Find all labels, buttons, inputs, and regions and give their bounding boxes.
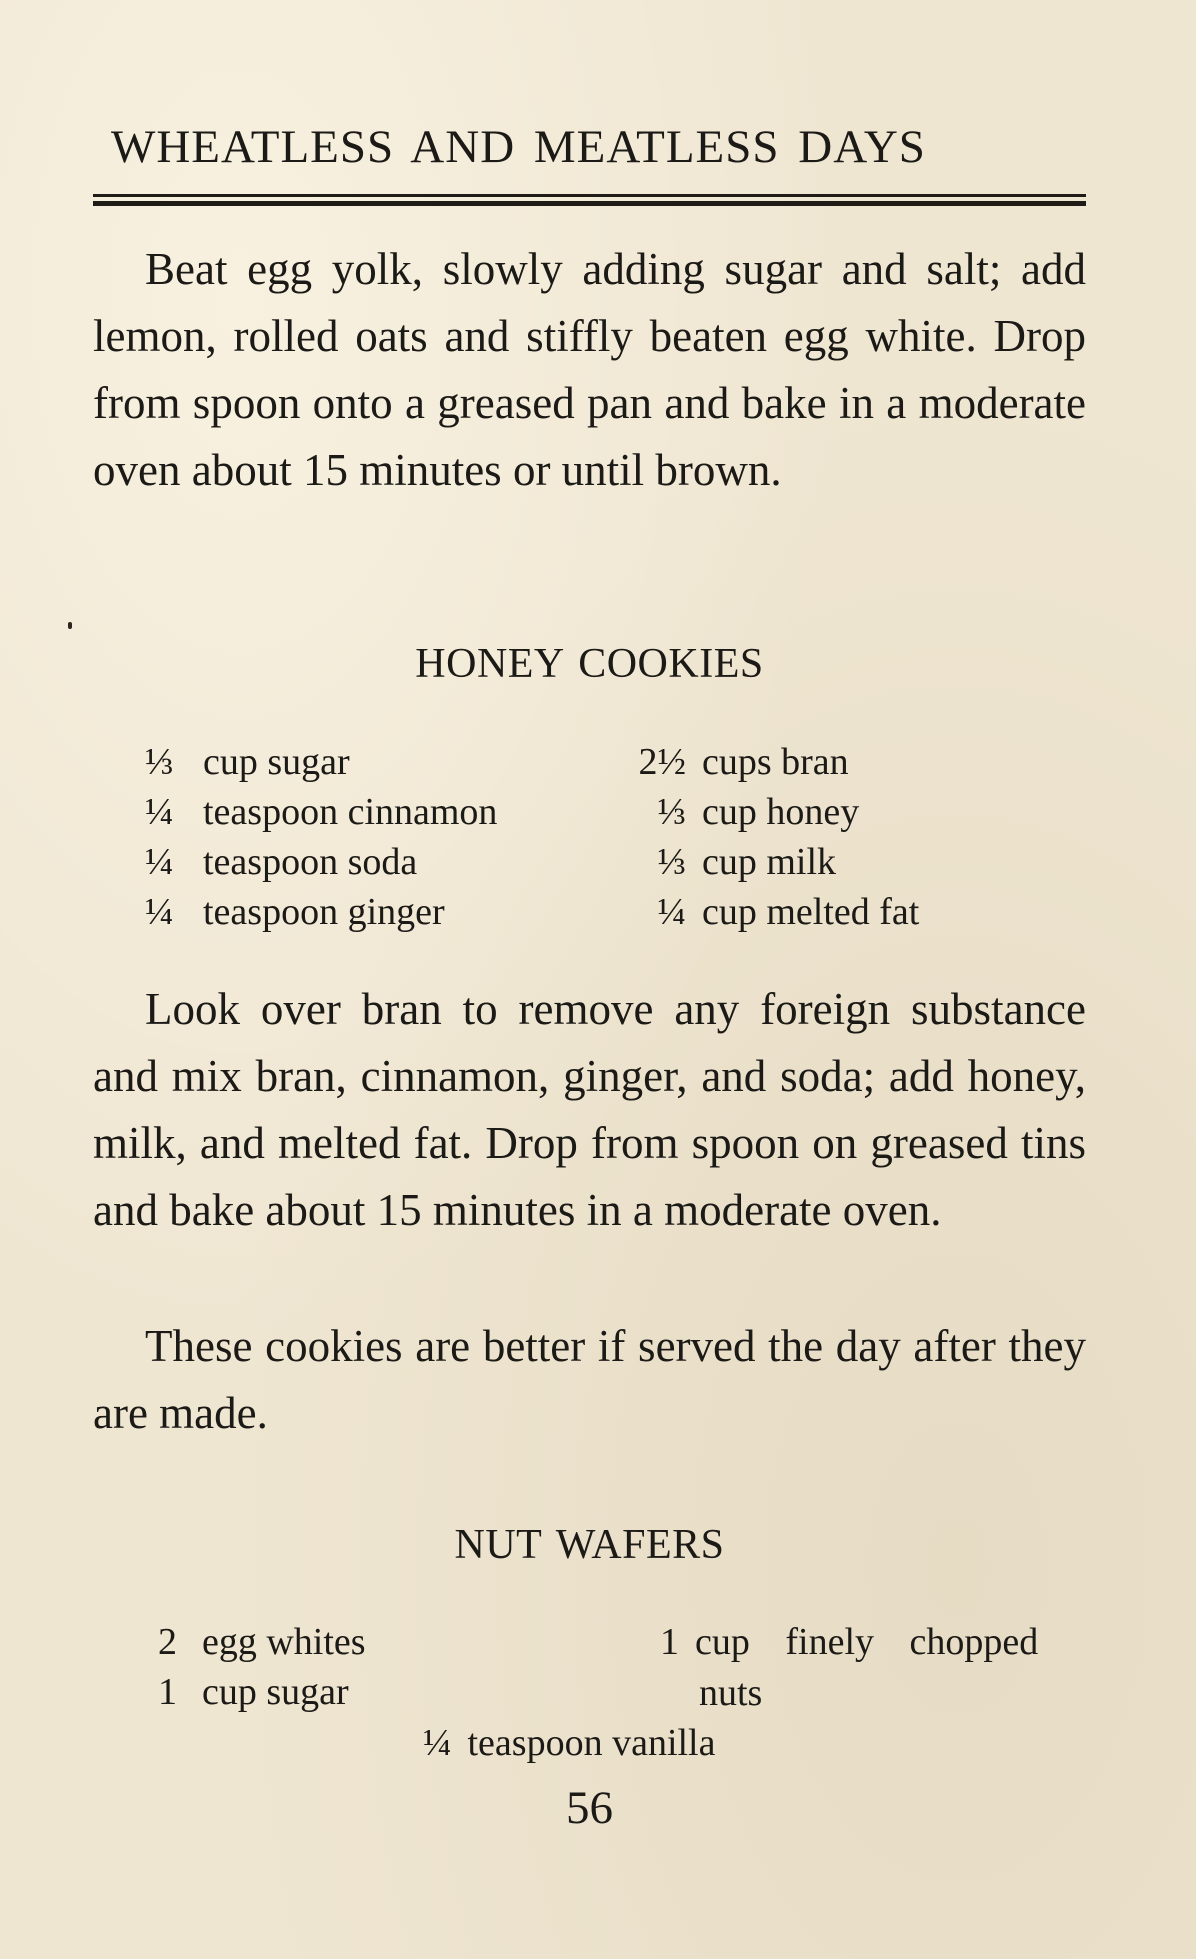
ingredient-row: [145, 737, 497, 787]
header-rule-thin: [93, 194, 1086, 197]
honey-cookies-ingredients-left: [145, 737, 497, 937]
nut-wafers-ingredient-nuts: [660, 1617, 1038, 1667]
ingredient-row: [628, 837, 919, 887]
ingredient-item: cup sugar: [203, 741, 350, 783]
ingredient-qty: ⅓: [657, 791, 686, 833]
page-number: 56: [566, 1782, 613, 1834]
ingredient-qty: ¼: [145, 841, 174, 883]
ingredient-qty: ¼: [657, 891, 686, 933]
paragraph-text: Beat egg yolk, slowly adding sugar and salt; add lemon, rolled oats and stiffly beaten egg white. Drop from spoon onto a greased pan and bake in a moderate oven about 15 minutes or until brown.: [93, 244, 1086, 495]
paragraph-oat-cookies-method: [93, 236, 1086, 504]
nut-wafers-ingredient-nuts-continued: nuts: [699, 1672, 763, 1714]
paragraph-honey-cookies-note: [93, 1313, 1086, 1447]
ingredient-item: teaspoon cinnamon: [203, 791, 498, 833]
ingredient-item: cup melted fat: [702, 891, 920, 933]
paragraph-text: These cookies are better if served the day after they are made.: [93, 1321, 1086, 1438]
ingredient-row: [158, 1617, 366, 1667]
section-title-honey-cookies: HONEY COOKIES: [415, 641, 764, 687]
nut-wafers-ingredient-vanilla: [423, 1718, 715, 1768]
book-page: [93, 0, 1086, 1959]
ingredient-item: cups bran: [702, 741, 849, 783]
ingredient-item: teaspoon ginger: [203, 891, 445, 933]
ingredient-item: teaspoon soda: [203, 841, 418, 883]
header-rule-thick: [93, 201, 1086, 206]
ingredient-item: cup milk: [702, 841, 837, 883]
ingredient-qty: 1: [158, 1671, 177, 1713]
ingredient-item: teaspoon vanilla: [467, 1722, 716, 1764]
header-double-rule: [93, 194, 1086, 207]
ingredient-row: [145, 787, 497, 837]
paragraph-text: Look over bran to remove any foreign substance and mix bran, cinnamon, ginger, and soda; add honey, milk, and melted fat. Drop from spoon on greased tins and bake about 15 minutes in a moderate oven.: [93, 984, 1086, 1235]
ingredient-row: [145, 837, 497, 887]
ingredient-qty: ⅓: [657, 841, 686, 883]
ingredient-qty: 2: [158, 1621, 177, 1663]
ingredient-row: [145, 887, 497, 937]
print-speck: [68, 622, 72, 629]
section-title-nut-wafers: NUT WAFERS: [454, 1522, 725, 1568]
ingredient-row: [628, 787, 919, 837]
running-head: WHEATLESS AND MEATLESS DAYS: [111, 121, 926, 173]
ingredient-qty: ¼: [423, 1722, 452, 1764]
nut-wafers-ingredients-left: [158, 1617, 366, 1717]
ingredient-qty: 1: [660, 1621, 679, 1663]
ingredient-qty: ¼: [145, 791, 174, 833]
ingredient-item: egg whites: [202, 1621, 366, 1663]
ingredient-item: cup sugar: [202, 1671, 349, 1713]
ingredient-row: [628, 737, 919, 787]
ingredient-row: [628, 887, 919, 937]
ingredient-qty: 2½: [638, 741, 686, 783]
ingredient-item: cup finely chopped: [695, 1621, 1039, 1663]
paragraph-honey-cookies-method: [93, 976, 1086, 1244]
ingredient-item: cup honey: [702, 791, 860, 833]
ingredient-qty: ⅓: [145, 741, 174, 783]
ingredient-row: [158, 1667, 366, 1717]
ingredient-qty: ¼: [145, 891, 174, 933]
honey-cookies-ingredients-right: [628, 737, 919, 937]
